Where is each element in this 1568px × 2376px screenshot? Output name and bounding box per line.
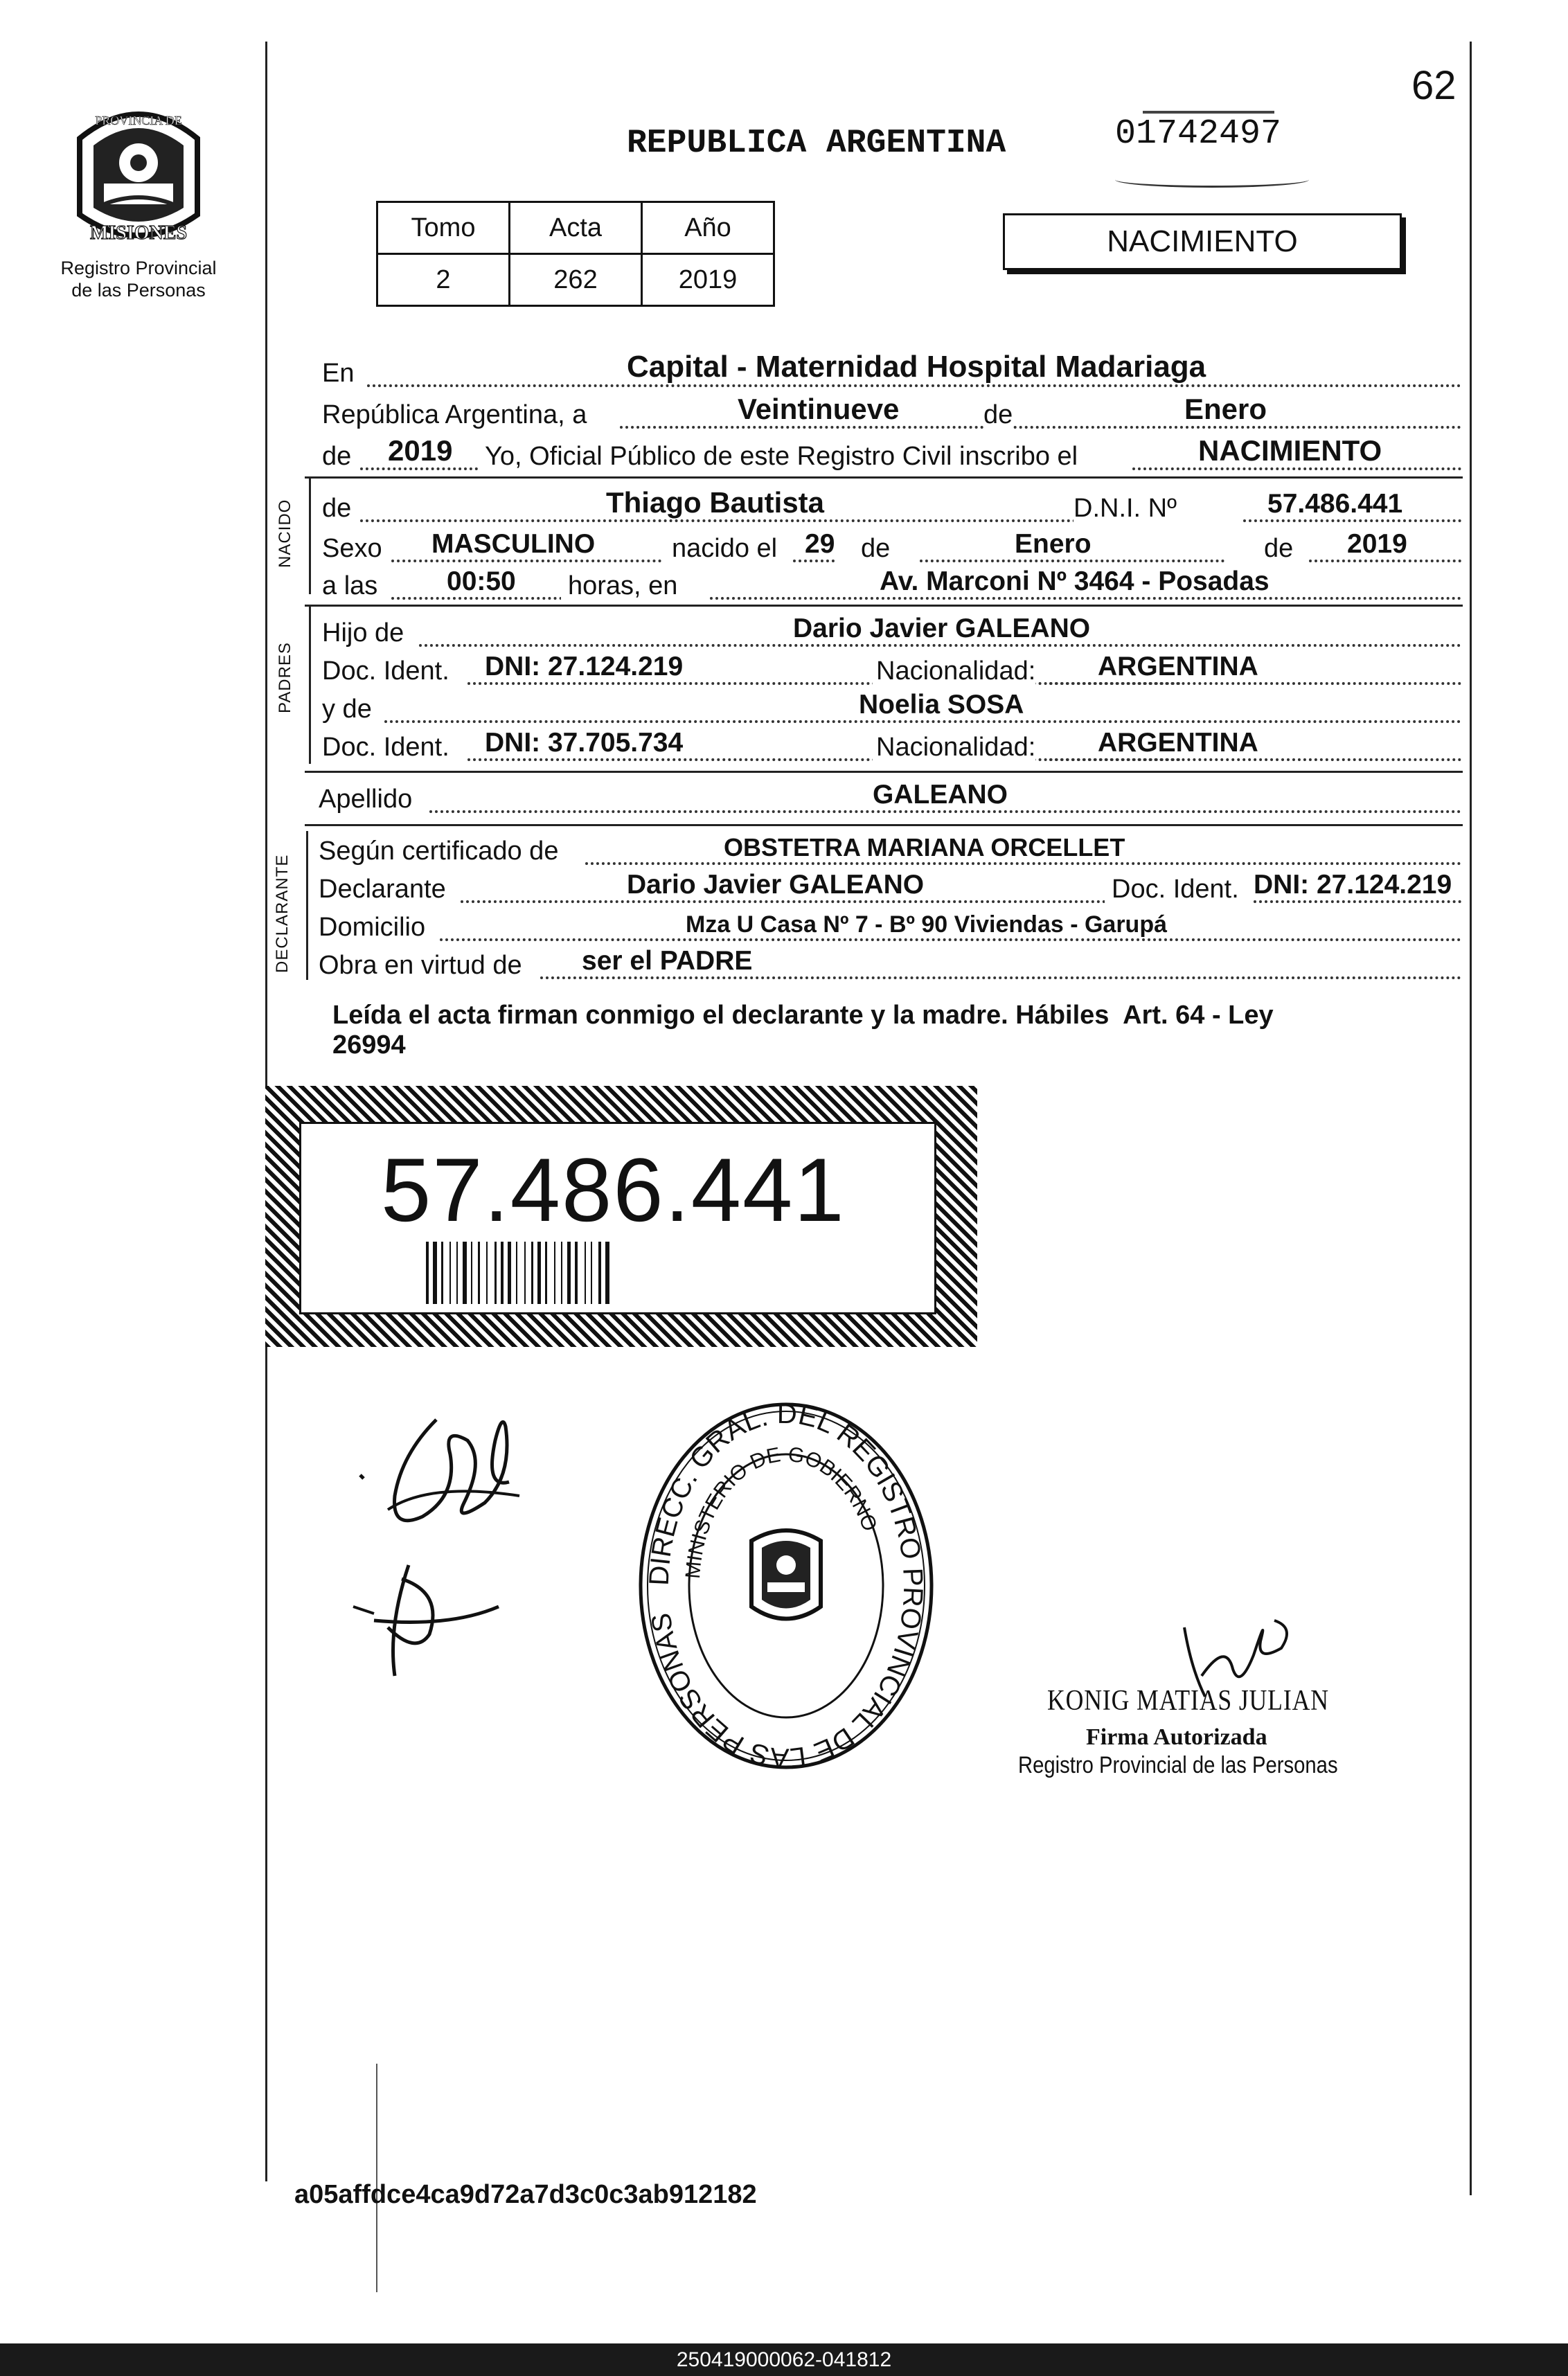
label-hijo-de: Hijo de <box>322 618 404 647</box>
nacido-side-line <box>309 476 311 594</box>
padres-side-line <box>309 605 311 764</box>
acta-table-value-row <box>377 254 774 306</box>
value-dia: Veintinueve <box>738 393 900 425</box>
label-padre-doc: Doc. Ident. <box>322 656 449 686</box>
declarante-top-line <box>305 824 1463 826</box>
row-certificado <box>319 828 1461 869</box>
barcode-bar <box>486 1242 488 1304</box>
dots <box>540 976 1461 979</box>
label-dni: D.N.I. Nº <box>1073 494 1177 523</box>
value-nombre: Thiago Bautista <box>606 486 825 519</box>
province-seal-icon <box>66 97 211 249</box>
value-nacido-anio: 2019 <box>1347 529 1407 559</box>
label-nacido-de: de <box>322 494 352 523</box>
value-obra: ser el PADRE <box>582 946 753 976</box>
dots <box>1049 758 1461 761</box>
footer-code: 250419000062-041812 <box>676 2348 892 2371</box>
barcode-bar <box>598 1242 601 1304</box>
barcode-bar <box>567 1242 571 1304</box>
barcode-bar <box>426 1242 429 1304</box>
fold-line <box>376 2064 377 2292</box>
row-madre-doc <box>322 724 1461 765</box>
row-y-de <box>322 686 1461 727</box>
value-hora: 00:50 <box>447 566 516 596</box>
value-padre: Dario Javier GALEANO <box>793 614 1091 643</box>
value-apellido: GALEANO <box>873 780 1008 810</box>
declarante-side-line <box>306 831 308 980</box>
barcode-bar <box>478 1242 480 1304</box>
dots <box>1254 900 1461 903</box>
barcode-bar <box>471 1242 472 1304</box>
barcode-bar <box>495 1242 497 1304</box>
document-hash: a05affdce4ca9d72a7d3c0c3ab912182 <box>294 2180 757 2209</box>
acta-table <box>376 201 775 307</box>
nacido-side-label: NACIDO <box>276 499 294 568</box>
label-declarante: Declarante <box>319 875 446 904</box>
label-nacido-de1: de <box>861 534 891 563</box>
barcode-panel <box>299 1122 936 1314</box>
label-en: En <box>322 359 355 388</box>
barcode-bar <box>441 1242 443 1304</box>
declarante-signature <box>346 1399 554 1690</box>
label-oficial: Yo, Oficial Público de este Registro Civil inscribo el <box>485 442 1078 471</box>
value-certificado: OBSTETRA MARIANA ORCELLET <box>724 833 1125 861</box>
barcode-bar <box>449 1242 451 1304</box>
barcode-bar <box>516 1242 517 1304</box>
row-apellido <box>319 776 1461 817</box>
value-nacido-mes: Enero <box>1015 529 1092 559</box>
value-nacido-dia: 29 <box>805 529 835 559</box>
logo-caption-line1: Registro Provincial <box>60 258 217 278</box>
dots <box>710 597 1461 600</box>
row-anio <box>322 433 1461 474</box>
dots <box>461 900 1167 903</box>
padres-top-line <box>305 605 1463 607</box>
label-padre-nac: Nacionalidad: <box>873 656 1035 686</box>
barcode-bar <box>531 1242 533 1304</box>
row-nacido-sexo <box>322 525 1461 566</box>
label-certificado: Según certificado de <box>319 837 559 866</box>
closing-text-line2: 26994 <box>332 1030 406 1060</box>
value-inscribo: NACIMIENTO <box>1198 434 1382 467</box>
acta-header-acta: Acta <box>510 202 642 254</box>
acta-header-anio: Año <box>642 202 774 254</box>
serial-underline <box>1115 172 1309 188</box>
barcode-bar <box>463 1242 467 1304</box>
label-madre-nac: Nacionalidad: <box>873 733 1035 762</box>
signatory-name: KONIG MATIAS JULIAN <box>1047 1685 1329 1717</box>
barcode-bar <box>508 1242 511 1304</box>
barcode-bar <box>585 1242 586 1304</box>
label-decl-doc: Doc. Ident. <box>1105 875 1239 904</box>
dots <box>440 938 1461 941</box>
barcode-bar <box>545 1242 547 1304</box>
stamp-seal-icon <box>630 1399 942 1773</box>
value-madre-nac: ARGENTINA <box>1098 728 1258 758</box>
barcode-frame <box>265 1086 977 1347</box>
value-padre-nac: ARGENTINA <box>1098 652 1258 681</box>
value-madre: Noelia SOSA <box>859 690 1024 720</box>
closing-text-line1: Leída el acta firman conmigo el declarante y la madre. Hábiles Art. 64 - Ley <box>332 1001 1274 1030</box>
barcode-bar <box>591 1242 592 1304</box>
logo-caption-line2: de las Personas <box>71 280 206 301</box>
value-madre-doc: DNI: 37.705.734 <box>485 728 684 758</box>
barcode-bar <box>433 1242 437 1304</box>
nacido-top-line <box>305 476 1463 479</box>
serial-top-mark <box>1143 111 1274 114</box>
row-en <box>322 350 1461 391</box>
value-mes: Enero <box>1184 393 1267 425</box>
dots <box>1049 682 1461 685</box>
row-nacido-nombre <box>322 485 1461 526</box>
acta-value-acta: 262 <box>510 254 642 306</box>
stamp-inner-text: MINISTERIO DE GOBIERNO <box>681 1442 882 1580</box>
province-logo <box>66 97 211 249</box>
right-margin-line <box>1470 42 1472 2195</box>
acta-value-tomo: 2 <box>377 254 510 306</box>
seal-text-bottom: MISIONES <box>89 222 188 244</box>
acta-table-header-row <box>377 202 774 254</box>
dots <box>419 644 1461 647</box>
dots <box>620 426 1461 429</box>
page-number: 62 <box>1411 63 1456 108</box>
value-domicilio: Mza U Casa Nº 7 - Bº 90 Viviendas - Garupá <box>686 911 1168 938</box>
serial-number <box>1115 114 1281 154</box>
barcode-bar <box>554 1242 555 1304</box>
doc-type-box: NACIMIENTO <box>1003 213 1402 270</box>
country-heading: REPUBLICA ARGENTINA <box>627 125 1006 162</box>
label-republica: República Argentina, a <box>322 400 587 429</box>
label-nacido-el: nacido el <box>672 534 778 563</box>
barcode-bar <box>456 1242 458 1304</box>
label-alas: a las <box>322 571 378 600</box>
dots <box>1243 519 1461 522</box>
label-y-de: y de <box>322 695 372 724</box>
row-obra <box>319 942 1461 983</box>
barcode-number: 57.486.441 <box>381 1139 846 1240</box>
declarante-side-label: DECLARANTE <box>273 854 292 973</box>
footer-bar <box>0 2343 1568 2376</box>
dots <box>391 597 568 600</box>
label-year-de: de <box>322 442 352 471</box>
barcode-bar <box>575 1242 578 1304</box>
value-sexo: MASCULINO <box>431 529 596 559</box>
dots <box>429 810 1461 813</box>
signatory-org: Registro Provincial de las Personas <box>1018 1752 1338 1778</box>
label-obra: Obra en virtud de <box>319 951 522 980</box>
row-republica <box>322 391 1461 433</box>
label-domicilio: Domicilio <box>319 913 426 942</box>
barcode-bar <box>561 1242 562 1304</box>
value-padre-doc: DNI: 27.124.219 <box>485 652 684 681</box>
value-declarante: Dario Javier GALEANO <box>627 870 925 900</box>
value-lugar: Av. Marconi Nº 3464 - Posadas <box>880 566 1269 596</box>
label-sexo: Sexo <box>322 534 382 563</box>
barcode-bars <box>426 1242 835 1304</box>
dots <box>367 384 1461 387</box>
value-dni: 57.486.441 <box>1267 489 1403 519</box>
value-decl-doc: DNI: 27.124.219 <box>1254 870 1452 900</box>
dots <box>360 519 1087 522</box>
dots <box>384 720 1461 723</box>
label-madre-doc: Doc. Ident. <box>322 733 449 762</box>
label-de: de <box>983 400 1013 429</box>
barcode-bar <box>537 1242 541 1304</box>
label-apellido: Apellido <box>319 785 413 814</box>
row-declarante <box>319 866 1461 907</box>
barcode-bar <box>501 1242 504 1304</box>
seal-text-top: PROVINCIA DE <box>95 114 182 127</box>
dots <box>585 862 1461 865</box>
row-domicilio <box>319 904 1461 945</box>
serial-value: 01742497 <box>1115 114 1282 154</box>
label-nacido-de2: de <box>1264 534 1294 563</box>
acta-value-anio: 2019 <box>642 254 774 306</box>
signatory-role: Firma Autorizada <box>1086 1724 1267 1750</box>
row-padre-doc <box>322 647 1461 689</box>
dots <box>1132 467 1461 470</box>
value-year: 2019 <box>388 434 453 467</box>
value-en: Capital - Maternidad Hospital Madariaga <box>627 350 1206 384</box>
padres-bottom-line <box>305 771 1463 773</box>
acta-header-tomo: Tomo <box>377 202 510 254</box>
dots <box>360 467 478 470</box>
official-stamp <box>630 1399 942 1773</box>
barcode-bar <box>605 1242 609 1304</box>
row-nacido-hora <box>322 562 1461 604</box>
padres-side-label: PADRES <box>276 642 294 713</box>
row-hijo-de <box>322 609 1461 651</box>
label-horas-en: horas, en <box>561 571 677 601</box>
signature-scribble-icon <box>346 1399 554 1690</box>
barcode-bar <box>524 1242 526 1304</box>
stamp-outer-text: DIRECC. GRAL. DEL REGISTRO PROVINCIAL DE LAS PERSONAS <box>643 1399 929 1773</box>
